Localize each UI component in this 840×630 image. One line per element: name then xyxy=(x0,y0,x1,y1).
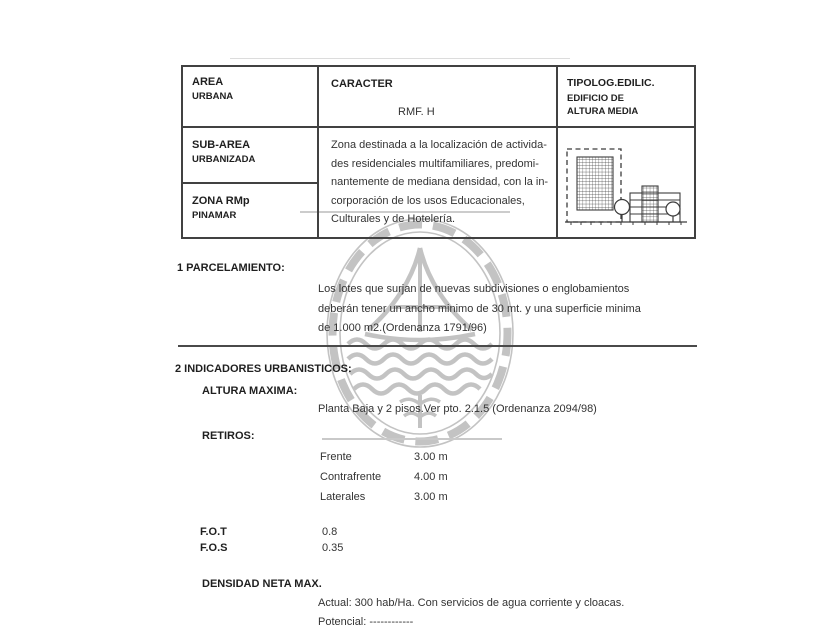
retiro-row-value: 3.00 m xyxy=(414,491,448,503)
zone-description-line: nantemente de mediana densidad, con la in- xyxy=(331,176,549,188)
parcelamiento-line: Los lotes que surjan de nuevas subdivisiones o englobamientos xyxy=(318,283,630,295)
area-title: AREA xyxy=(192,76,224,88)
retiros-underline xyxy=(322,438,502,440)
parcelamiento-line: de 1.000 m2.(Ordenanza 1791/96) xyxy=(318,322,487,334)
densidad-label: DENSIDAD NETA MAX. xyxy=(202,578,322,590)
zona-title: ZONA RMp xyxy=(192,195,250,207)
table-border-row2-col1 xyxy=(181,182,319,184)
subarea-title: SUB-AREA xyxy=(192,139,251,151)
altura-maxima-value: Planta Baja y 2 pisos.Ver pto. 2.1.5 (Ordenanza 2094/98) xyxy=(318,403,597,415)
fos-label: F.O.S xyxy=(200,542,228,554)
table-border-left xyxy=(181,65,183,239)
section-divider xyxy=(178,345,697,347)
retiro-row-label: Contrafrente xyxy=(320,471,382,483)
retiro-row-value: 3.00 m xyxy=(414,451,448,463)
parcelamiento-title: 1 PARCELAMIENTO: xyxy=(177,262,285,274)
retiro-row-value: 4.00 m xyxy=(414,471,448,483)
tipologia-line2: ALTURA MEDIA xyxy=(567,106,639,117)
parcelamiento-line: deberán tener un ancho minimo de 30 mt. y una superficie minima xyxy=(318,302,641,315)
zona-subtitle: PINAMAR xyxy=(192,210,237,221)
zone-description-line: Zona destinada a la localización de activida- xyxy=(331,139,547,151)
retiro-row-label: Frente xyxy=(320,451,352,463)
tipologia-line1: EDIFICIO DE xyxy=(567,93,625,104)
fot-value: 0.8 xyxy=(322,526,338,538)
scan-artifact-line-top xyxy=(230,58,570,59)
tipologia-header: TIPOLOG.EDILIC. xyxy=(567,77,655,89)
zone-description xyxy=(331,136,553,229)
retiro-row-label: Laterales xyxy=(320,491,366,503)
fot-label: F.O.T xyxy=(200,526,227,538)
subarea-subtitle: URBANIZADA xyxy=(192,154,256,165)
densidad-potencial: Potencial: ------------ xyxy=(318,616,414,628)
caracter-value: RMF. H xyxy=(398,106,435,118)
caracter-header: CARACTER xyxy=(331,78,393,90)
fos-value: 0.35 xyxy=(322,542,344,554)
retiros-label: RETIROS: xyxy=(202,430,255,442)
table-border-top xyxy=(181,65,696,67)
zone-description-line: des residenciales multifamiliares, predomi- xyxy=(331,157,539,170)
building-typology-diagram-icon xyxy=(557,127,695,238)
parcelamiento-text xyxy=(318,280,641,339)
area-subtitle: URBANA xyxy=(192,91,234,102)
densidad-actual: Actual: 300 hab/Ha. Con servicios de agua corriente y cloacas. xyxy=(318,597,625,609)
zone-description-line: Culturales y de Hotelería. xyxy=(331,213,456,225)
indicadores-title: 2 INDICADORES URBANISTICOS: xyxy=(175,363,352,375)
zone-description-line: corporación de los usos Educacionales, xyxy=(331,194,525,207)
altura-maxima-label: ALTURA MAXIMA: xyxy=(202,385,298,397)
table-border-col1 xyxy=(317,65,319,239)
